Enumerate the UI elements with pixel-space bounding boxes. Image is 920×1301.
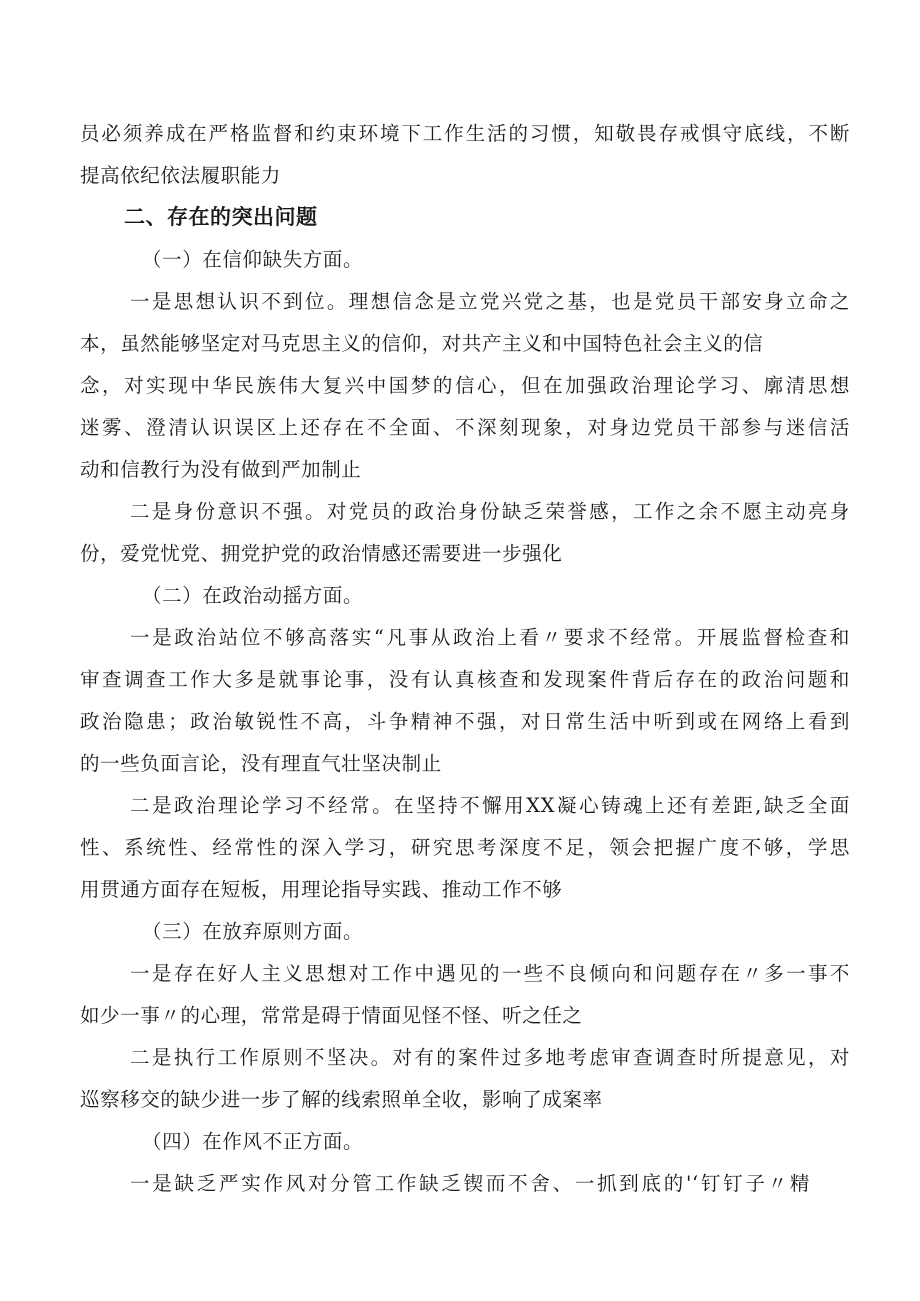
text-line: 一是缺乏严实作风对分管工作缺乏锲而不舍、一抓到底的'‘钉钉子〃精 <box>130 1172 810 1195</box>
text-line: 念，对实现中华民族伟大复兴中国梦的信心，但在加强政治理论学习、廓清思想 <box>80 374 850 397</box>
subsection-heading: （二）在政治动摇方面。 <box>142 584 364 607</box>
text-line: 一是思想认识不到位。理想信念是立党兴党之基，也是党员干部安身立命之 <box>130 290 850 313</box>
text-line: 审查调查工作大多是就事论事，没有认真核查和发现案件背后存在的政治问题和 <box>80 668 850 691</box>
text-line: 提高依纪依法履职能力 <box>80 164 282 187</box>
text-line: 份，爱党忧党、拥党护党的政治情感还需要进一步强化 <box>80 542 563 565</box>
section-heading: 二、存在的突出问题 <box>124 205 318 229</box>
text-line: 政治隐患；政治敏锐性不高，斗争精神不强，对日常生活中听到或在网络上看到 <box>80 710 850 733</box>
text-line: 迷雾、澄清认识误区上还存在不全面、不深刻现象，对身边党员干部参与迷信活 <box>80 416 850 439</box>
text-line: 如少一事〃的心理，常常是碍于情面见怪不怪、听之任之 <box>80 1004 583 1027</box>
subsection-heading: （一）在信仰缺失方面。 <box>142 248 364 271</box>
text-line: 员必须养成在严格监督和约束环境下工作生活的习惯，知敬畏存戒惧守底线，不断 <box>80 122 850 145</box>
text-line: 二是执行工作原则不坚决。对有的案件过多地考虑审查调查时所提意见，对 <box>130 1046 850 1069</box>
subsection-heading: （四）在作风不正方面。 <box>142 1130 364 1153</box>
text-line: 本，虽然能够坚定对马克思主义的信仰，对共产主义和中国特色社会主义的信 <box>80 332 764 355</box>
text-line: 的一些负面言论，没有理直气壮坚决制止 <box>80 752 442 775</box>
text-line: 动和信教行为没有做到严加制止 <box>80 458 362 481</box>
text-line: 一是政治站位不够高落实“凡事从政治上看〃要求不经常。开展监督检查和 <box>130 626 850 649</box>
text-line: 巡察移交的缺少进一步了解的线索照单全收，影响了成案率 <box>80 1088 603 1111</box>
text-line: 二是身份意识不强。对党员的政治身份缺乏荣誉感，工作之余不愿主动亮身 <box>130 500 850 523</box>
text-line: 一是存在好人主义思想对工作中遇见的一些不良倾向和问题存在〃多一事不 <box>130 962 850 985</box>
subsection-heading: （三）在放弃原则方面。 <box>142 920 364 943</box>
text-line: 二是政治理论学习不经常。在坚持不懈用XX凝心铸魂上还有差距,缺乏全面 <box>130 794 850 817</box>
text-line: 用贯通方面存在短板，用理论指导实践、推动工作不够 <box>80 878 563 901</box>
text-line: 性、系统性、经常性的深入学习，研究思考深度不足，领会把握广度不够，学思 <box>80 836 850 859</box>
